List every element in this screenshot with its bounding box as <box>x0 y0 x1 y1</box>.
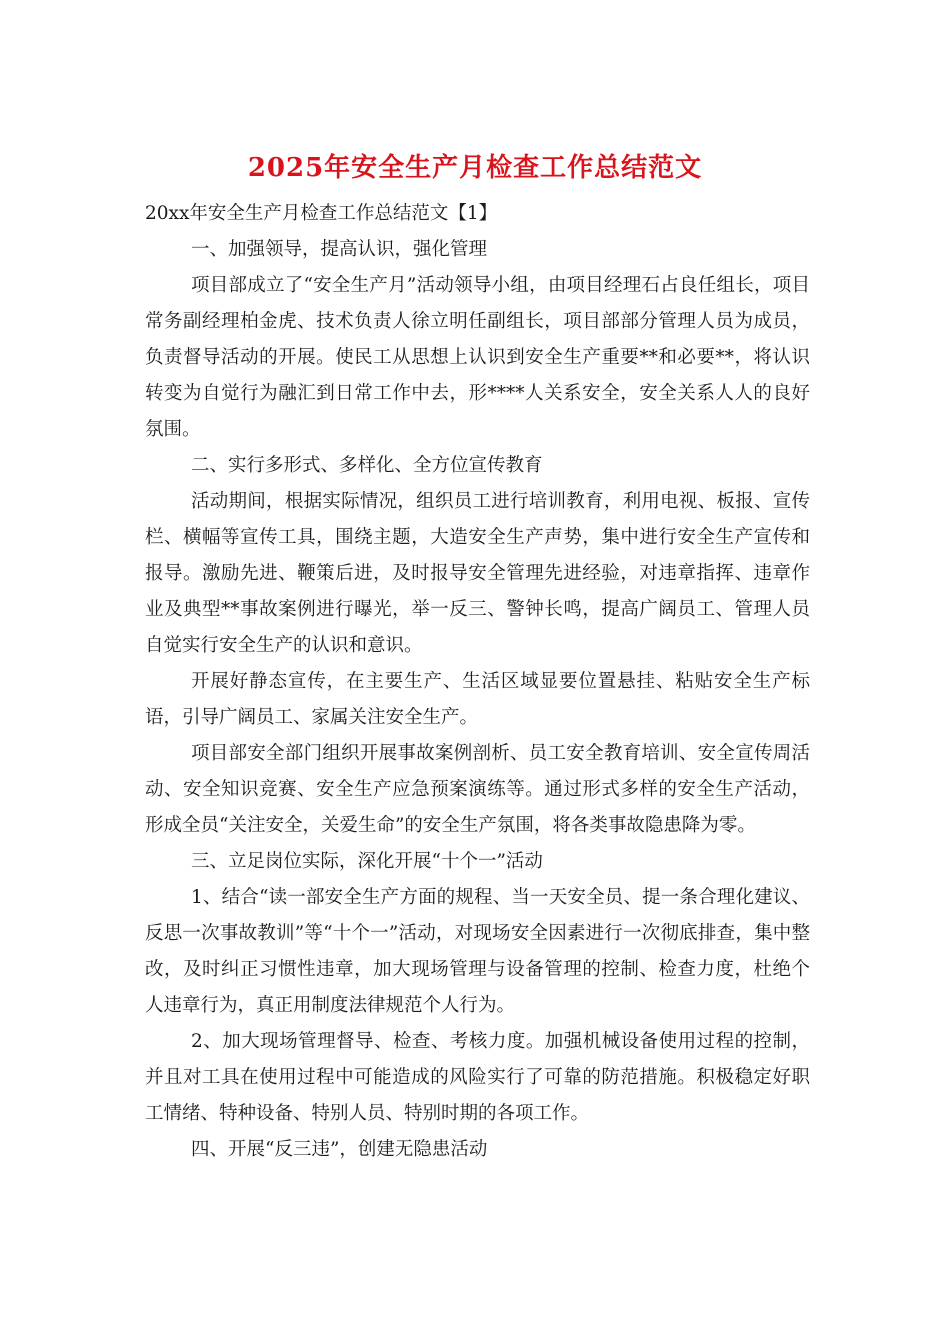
section-heading-4: 四、开展“反三违”，创建无隐患活动 <box>191 1139 488 1160</box>
section-heading-1: 一、加强领导，提高认识，强化管理 <box>191 239 488 260</box>
paragraph: 项目部安全部门组织开展事故案例剖析、员工安全教育培训、安全宣传周活动、安全知识竞赛、安全生产应急预案演练等。通过形式多样的安全生产活动，形成全员“关注安全，关爱生命”的安全生产氛围，将各类事故隐患降为零。 <box>145 743 810 836</box>
document-title: 2025年安全生产月检查工作总结范文 <box>247 153 703 183</box>
paragraph: 项目部成立了“安全生产月”活动领导小组，由项目经理石占良任组长，项目常务副经理柏金虎、技术负责人徐立明任副组长，项目部部分管理人员为成员，负责督导活动的开展。使民工从思想上认识到安全生产重要**和必要**，将认识转变为自觉行为融汇到日常工作中去，形****人关系安全，安全关系人人的良好氛围。 <box>145 275 810 440</box>
document-body <box>145 196 810 1168</box>
document-subtitle: 20xx年安全生产月检查工作总结范文【1】 <box>145 203 498 224</box>
paragraph: 1、结合“读一部安全生产方面的规程、当一天安全员、提一条合理化建议、反思一次事故教训”等“十个一”活动，对现场安全因素进行一次彻底排查，集中整改，及时纠正习惯性违章，加大现场管理与设备管理的控制、检查力度，杜绝个人违章行为，真正用制度法律规范个人行为。 <box>145 887 810 1016</box>
paragraph: 活动期间，根据实际情况，组织员工进行培训教育，利用电视、板报、宣传栏、横幅等宣传工具，围绕主题，大造安全生产声势，集中进行安全生产宣传和报导。激励先进、鞭策后进，及时报导安全管理先进经验，对违章指挥、违章作业及典型**事故案例进行曝光，举一反三、警钟长鸣，提高广阔员工、管理人员自觉实行安全生产的认识和意识。 <box>145 491 810 656</box>
paragraph: 2、加大现场管理督导、检查、考核力度。加强机械设备使用过程的控制，并且对工具在使用过程中可能造成的风险实行了可靠的防范措施。积极稳定好职工情绪、特种设备、特别人员、特别时期的各项工作。 <box>145 1031 810 1124</box>
paragraph: 开展好静态宣传，在主要生产、生活区域显要位置悬挂、粘贴安全生产标语，引导广阔员工、家属关注安全生产。 <box>145 671 810 728</box>
section-heading-3: 三、立足岗位实际，深化开展“十个一”活动 <box>191 851 543 872</box>
section-heading-2: 二、实行多形式、多样化、全方位宣传教育 <box>191 455 543 476</box>
